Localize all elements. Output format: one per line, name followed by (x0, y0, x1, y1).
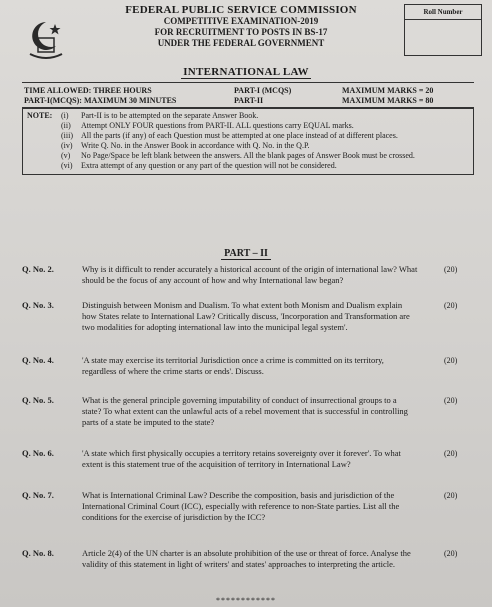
question-number: Q. No. 3. (22, 300, 54, 310)
state-emblem-icon (24, 18, 68, 62)
question-marks: (20) (444, 549, 458, 558)
question-marks: (20) (444, 449, 458, 458)
part1-max-marks: MAXIMUM MARKS = 20 (342, 86, 434, 95)
note-item: (v) No Page/Space be left blank between the answers. All the blank pages of Answer Book must be crossed. (61, 151, 415, 160)
note-item: (iii) All the parts (if any) of each Question must be attempted at one place instead of at different places. (61, 131, 398, 140)
part1-time: PART-I(MCQS): MAXIMUM 30 MINUTES (24, 96, 177, 105)
question-number: Q. No. 5. (22, 395, 54, 405)
exam-name: COMPETITIVE EXAMINATION-2019 (163, 16, 319, 26)
part1-label: PART-I (MCQS) (234, 86, 292, 95)
exam-header (96, 5, 386, 49)
time-allowed: TIME ALLOWED: THREE HOURS (24, 86, 152, 95)
part2-heading: PART – II (0, 248, 492, 259)
question-text: 'A state may exercise its territorial Jurisdiction once a crime is committed on its territory, regardless of where the crime starts or ends'. Discuss. (82, 355, 384, 376)
question-number: Q. No. 6. (22, 448, 54, 458)
note-item: (ii) Attempt ONLY FOUR questions from PART-II. ALL questions carry EQUAL marks. (61, 121, 354, 130)
question-marks: (20) (444, 396, 458, 405)
question-number: Q. No. 8. (22, 548, 54, 558)
question-number: Q. No. 4. (22, 355, 54, 365)
recruitment-line: FOR RECRUITMENT TO POSTS IN BS-17 (154, 27, 328, 37)
note-item: (vi) Extra attempt of any question or any part of the question will not be considered. (61, 161, 337, 170)
part2-max-marks: MAXIMUM MARKS = 80 (342, 96, 434, 105)
note-label: NOTE: (27, 111, 53, 120)
instructions-box (22, 108, 474, 175)
note-item: NOTE: (i) Part-II is to be attempted on the separate Answer Book. (27, 111, 259, 120)
question-text: Why is it difficult to render accurately a historical account of the origin of international law? What should be the focus of any account of how and why International law began? (82, 264, 418, 285)
part2-label: PART-II (234, 96, 264, 105)
subject-title: INTERNATIONAL LAW (183, 66, 309, 78)
government-line: UNDER THE FEDERAL GOVERNMENT (157, 38, 325, 48)
question-marks: (20) (444, 356, 458, 365)
question-text: Article 2(4) of the UN charter is an absolute prohibition of the use or threat of force. Analyse the validity of this statement in light of writers' and states' approaches to interpreting the article. (82, 548, 411, 569)
question-marks: (20) (444, 265, 458, 274)
exam-info-table (22, 82, 474, 108)
commission-name: FEDERAL PUBLIC SERVICE COMMISSION (125, 4, 357, 16)
question-text: Distinguish between Monism and Dualism. To what extent both Monism and Dualism explain how States relate to International Law? Critically discuss, 'Incorporation and Transformation are two modalities for adopting international law into the municipal legal system'. (82, 300, 410, 332)
roll-number-box[interactable] (404, 4, 482, 56)
question-marks: (20) (444, 301, 458, 310)
question-number: Q. No. 7. (22, 490, 54, 500)
question-text: 'A state which first physically occupies a territory retains sovereignty over it forever'. To what extent is this statement true of the acquisition of territory in International Law? (82, 448, 401, 469)
question-text: What is the general principle governing imputability of conduct of insurrectional groups to a state? To what extent can the unlawful acts of a rebel movement that is successful in controlling parts of a state be imputed to the state? (82, 395, 408, 427)
end-marker: ************ (216, 596, 276, 605)
question-text: What is International Criminal Law? Describe the composition, basis and jurisdiction of the International Criminal Court (ICC), especially with reference to non-State parties. List all the conditions for the exercise of jurisdiction by the ICC? (82, 490, 400, 522)
roll-number-label: Roll Number (423, 8, 463, 16)
question-marks: (20) (444, 491, 458, 500)
note-item: (iv) Write Q. No. in the Answer Book in accordance with Q. No. in the Q.P. (61, 141, 310, 150)
question-number: Q. No. 2. (22, 264, 54, 274)
